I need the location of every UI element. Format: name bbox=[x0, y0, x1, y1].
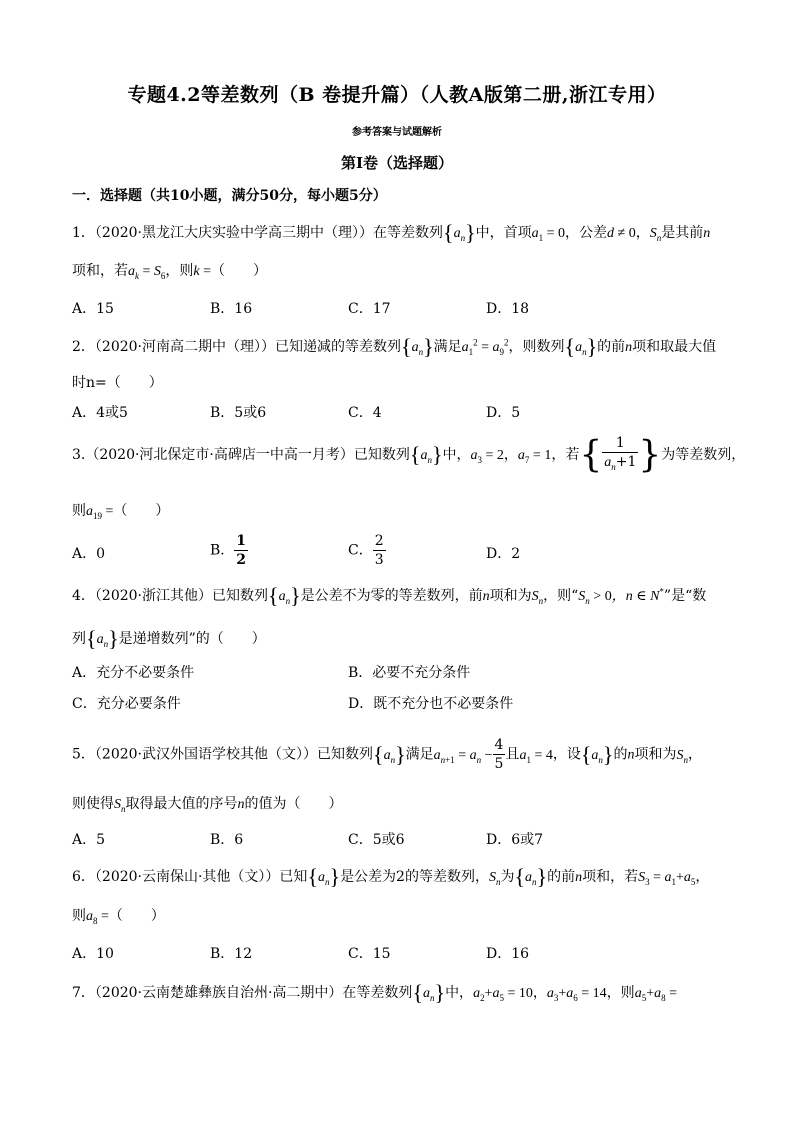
q3-option-a[interactable]: A．0 bbox=[72, 546, 106, 562]
q4-option-d[interactable]: D．既不充分也不必要条件 bbox=[348, 696, 514, 712]
q6-option-d[interactable]: D．16 bbox=[486, 946, 530, 962]
q5-option-d[interactable]: D．6或7 bbox=[486, 832, 544, 848]
question-5-line-1: 5．（2020·武汉外国语学校其他（文））已知数列$\{a_n\}$满足$a_{n+1} = a_n$ − $\frac{4}{5}$ 且$a_1 = 4$，设$\{a_n\}$的n项和为$S_n$， bbox=[72, 737, 702, 772]
question-5-line-2: 则使得$S_n$取得最大值的序号n的值为（ ） bbox=[72, 796, 343, 814]
q3-option-c[interactable]: C． $\frac{2}{3}$ bbox=[348, 533, 384, 568]
question-1-line-2: 项和，若$a_k = S_6$，则k =（ ） bbox=[72, 263, 268, 281]
q2-option-b[interactable]: B．5或6 bbox=[210, 405, 267, 421]
question-3-line-1: 3.（2020·河北保定市·高碑店一中高一月考）已知数列$\{a_n\}$中，$a_3 = 2$，$a_7 = 1$，若{ $\frac{1}{a_n+1}$ }为等差数列， bbox=[72, 434, 746, 476]
q6-option-b[interactable]: B．12 bbox=[210, 946, 253, 962]
question-2-line-1: 2．（2020·河南高二期中（理））已知递减的等差数列$\{a_n\}$满足$a_1^2 = a_9^2$，则数列$\{a_n\}$的前n项和取最大值 bbox=[72, 334, 717, 359]
q2-option-c[interactable]: C．4 bbox=[348, 405, 382, 421]
q5-option-c[interactable]: C．5或6 bbox=[348, 832, 405, 848]
q1-option-a[interactable]: A．15 bbox=[72, 301, 114, 317]
q3-option-b[interactable]: B． $\frac{1}{2}$ bbox=[210, 533, 247, 568]
part-heading: 一．选择题（共10小题，满分50分，每小题5分） bbox=[72, 188, 387, 204]
question-2-line-2: 时n=（ ） bbox=[72, 375, 163, 391]
section-heading: 第I卷（选择题） bbox=[340, 154, 454, 172]
q2-option-a[interactable]: A．4或5 bbox=[72, 405, 128, 421]
q4-option-c[interactable]: C．充分必要条件 bbox=[72, 696, 181, 712]
question-4-line-2: 列$\{a_n\}$是递增数列”的（ ） bbox=[72, 626, 266, 651]
page-title: 专题4.2等差数列（B 卷提升篇）（人教A版第二册,浙江专用） bbox=[127, 84, 667, 106]
q2-option-d[interactable]: D．5 bbox=[486, 405, 521, 421]
q6-option-c[interactable]: C．15 bbox=[348, 946, 391, 962]
q1-option-c[interactable]: C．17 bbox=[348, 301, 391, 317]
question-7-line-1: 7．（2020·云南楚雄彝族自治州·高二期中）在等差数列$\{a_n\}$中，$a_2+a_5 = 10$，$a_3+a_6 = 14$，则$a_5+a_8$ = bbox=[72, 980, 677, 1005]
q5-option-b[interactable]: B．6 bbox=[210, 832, 244, 848]
q1-option-b[interactable]: B．16 bbox=[210, 301, 253, 317]
page-subtitle: 参考答案与试题解析 bbox=[352, 127, 442, 138]
q3-option-d[interactable]: D．2 bbox=[486, 546, 521, 562]
question-4-line-1: 4．（2020·浙江其他）已知数列$\{a_n\}$是公差不为零的等差数列，前n项和为$S_n$，则“$S_n > 0$，n ∈ N*”是“数 bbox=[72, 583, 707, 608]
question-6-line-2: 则$a_8$ =（ ） bbox=[72, 908, 165, 926]
question-1-line-1: 1．（2020·黑龙江大庆实验中学高三期中（理））在等差数列$\{a_n\}$中，首项$a_1 = 0$，公差d ≠ 0，$S_n$是其前n bbox=[72, 220, 711, 245]
q1-option-d[interactable]: D．18 bbox=[486, 301, 530, 317]
q4-option-a[interactable]: A．充分不必要条件 bbox=[72, 665, 195, 681]
question-3-line-2: 则$a_{19}$ =（ ） bbox=[72, 503, 170, 521]
q4-option-b[interactable]: B．必要不充分条件 bbox=[348, 665, 471, 681]
q5-option-a[interactable]: A．5 bbox=[72, 832, 106, 848]
question-6-line-1: 6．（2020·云南保山·其他（文））已知$\{a_n\}$是公差为2的等差数列，$S_n$为$\{a_n\}$的前n项和，若$S_3 = a_1+a_5$， bbox=[72, 864, 710, 889]
q6-option-a[interactable]: A．10 bbox=[72, 946, 114, 962]
